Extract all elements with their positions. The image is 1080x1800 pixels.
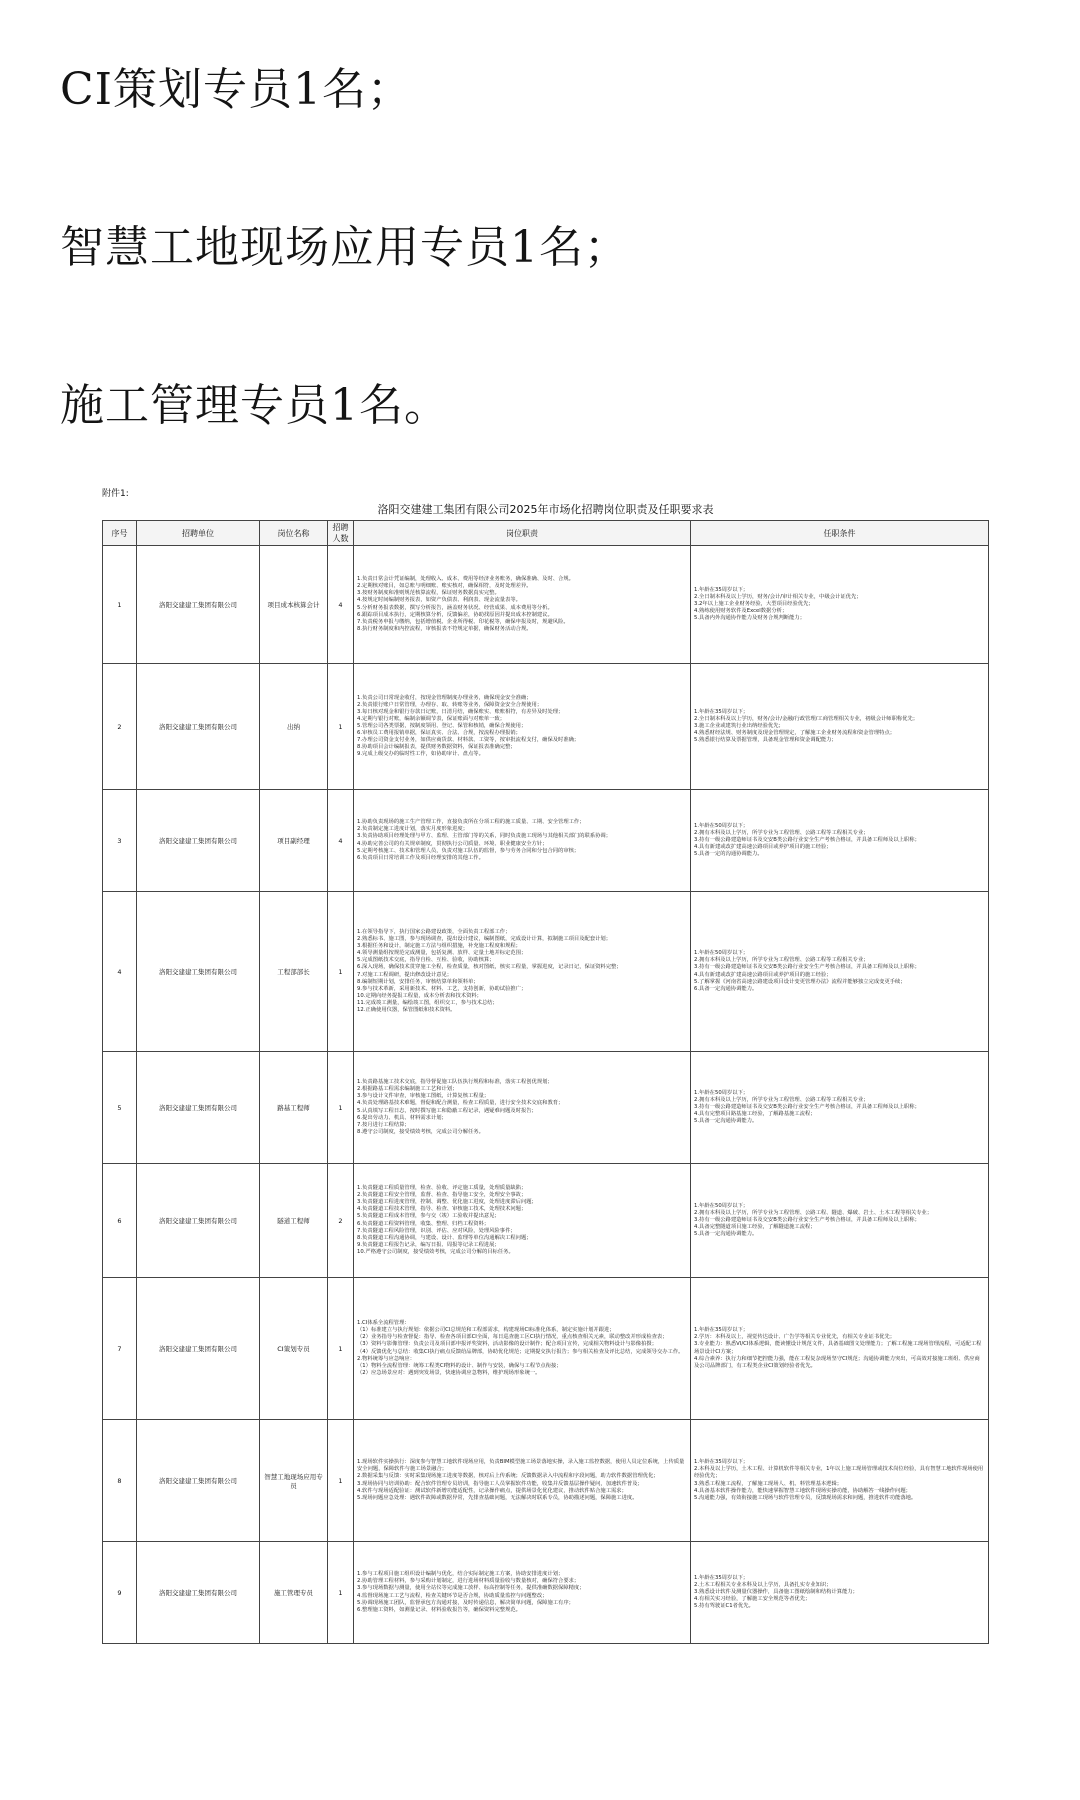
row-duty: 1.在领导指导下，执行国家公路建设政策，全面负责工程部工作； 2.熟悉标书、施工图，参与现场调查，提出设计建议，编制图纸，完成设计计算，拟制施工项目及配套计划； 3.根据任务和设计，制定施工方法与组织措施，补充施工程度和规程； 4.领导测量组按规范完成测量，包括复测、放样、定量土地并标定范围； 5.完成图纸技术交底，指导自检、互检、验收，协助核算； 6.深入现场，确保技术贯穿施工全程，检查质量，核对图纸，核实工程量，掌握进度，记录日记，保证资料完整； 7.对施工工程调研，提出修改设计意见； 8.编制短期计划，安排任务，审核结算单和领料单； 9.参与技术革新，采用新技术、材料、工艺，支持创新，协助试验推广； 10.定期向经务提报工程量，成本分析表和技术资料； 11.完成竣工测量，编绘竣工图，组织交工，参与技术总结； 12.正确使用仪器，保管图纸和技术资料。 [354,892,691,1052]
row-duty: 1.负责路基施工技术交底，指导督促施工队伍执行规程和标准，落实工程创优规划； 2.根据路基工程需求编制施工工艺和计划； 3.参与设计文件审查，审核施工图纸，计算复核工程量； 4.负责处理路基技术难题，督促和配合测量，检查工程质量，进行安全技术交底和教育； 5.认真填写工程日志，按时撰写施工和隐蔽工程记录，遇疑难问题及时报告； 6.提出劳动力、机具、材料需求计划； 7.按月进行工程结算； 8.遵守公司制度，接受绩效考核，完成公司分解任务。 [354,1052,691,1164]
table-row [103,1420,989,1542]
table-row [103,1542,989,1644]
row-duty: 1.负责日常会计凭证编制，处理收入、成本、费用等经济业务账务，确保准确、及时、合规。 2.定期核对账目，如总账与明细账、账实核对，确保相符，及时处理差异。 3.按财务制度和准则规范核算流程，保证财务数据真实完整。 4.按规定时间编制财务报表，如资产负债表、利润表、现金流量表等。 5.分析财务报表数据，撰写分析报告，涵盖财务状况、经营成果、成本费用等分析。 6.跟踪项目成本执行，定期核算分析，反馈偏差，协助找原因并提出成本控制建议。 7.负责税务申报与缴纳，包括增值税、企业所得税、印花税等，确保申报及时，规避风险。 8.执行财务制度和内控流程，审核报表不符规定单据，确保财务活动合规。 [354,546,691,664]
row-duty: 1.负责隧道工程质量管理，检查、验收、评定施工质量，处理质量缺陷； 2.负责隧道工程安全管理，监督、检查、指导施工安全，处理安全事故； 3.负责隧道工程进度管理，控制、调整、优化施工进度，处理进度滞后问题； 4.负责隧道工程技术管理，指导、检查、审核施工技术，处理技术问题； 5.负责隧道工程成本管理，参与交（竣）工验收并提出意见； 6.负责隧道工程资料管理，收集、整理、归档工程资料； 7.负责隧道工程风险管理，识别、评估、应对风险，处理风险事件； 8.负责隧道工程沟通协调，与建设、设计、监理等单位沟通解决工程问题； 9.负责隧道工程报告记录，编写日报、周报等记录工程进展； 10.严格遵守公司制度，接受绩效考核，完成公司分解的目标任务。 [354,1164,691,1278]
row-post: 智慧工地现场应用专员 [260,1420,328,1542]
row-unit: 洛阳交建建工集团有限公司 [137,1420,260,1542]
row-count: 1 [328,664,354,790]
intro-section [60,60,1020,534]
recruitment-sheet-image [102,486,988,1666]
row-requirements: 1.年龄在50周岁以下； 2.拥有本科及以上学历，所学专业为工程管理、公路工程等工程相关专业； 3.持有一级公路建造师证书及交安B类公路行业安全生产考核合格证，并具备工程师及以上职称； 4.具有新建或改扩建高速公路项目或养护项目的施工经验； 5.了解掌握《河南省高速公路建设项目设计变更管理办法》流程并能够独立完成变更手续； 6.具备一定沟通协调能力。 [691,892,989,1052]
row-unit: 洛阳交建建工集团有限公司 [137,1542,260,1644]
header-count: 招聘人数 [328,521,354,546]
row-no: 8 [103,1420,137,1542]
row-no: 9 [103,1542,137,1644]
row-post: 路基工程师 [260,1052,328,1164]
row-count: 1 [328,892,354,1052]
row-post: CI策划专员 [260,1278,328,1420]
table-title: 洛阳交建建工集团有限公司2025年市场化招聘岗位职责及任职要求表 [103,498,989,521]
header-requirements: 任职条件 [691,521,989,546]
row-requirements: 1.年龄在35周岁以下； 2.全日制本科及以上学历，财务/会计/审计相关专业，中级会计证优先； 3.2年以上施工企业财务经验，大型项目经验优先； 4.熟练使用财务软件及Excel数据分析； 5.具备内外沟通协作能力及财务合规判断能力； [691,546,989,664]
annex-label: 附件1: [102,489,129,499]
row-count: 1 [328,1052,354,1164]
row-post: 项目副经理 [260,790,328,892]
row-requirements: 1.年龄在50周岁以下； 2.拥有本科及以上学历，所学专业为工程管理、公路工程、隧道、爆破、岩土、土木工程等相关专业； 3.持有一级公路建造师证书及交安B类公路行业安全生产考核合格证，并具备工程师及以上职称； 4.具备完整隧道项目施工经验，了解隧道施工流程； 5.具备一定沟通协调能力。 [691,1164,989,1278]
table-row [103,546,989,664]
row-unit: 洛阳交建建工集团有限公司 [137,790,260,892]
row-unit: 洛阳交建建工集团有限公司 [137,1278,260,1420]
intro-line-construction: 施工管理专员1名。 [60,380,449,431]
row-no: 3 [103,790,137,892]
row-requirements: 1.年龄在50周岁以下； 2.拥有本科及以上学历，所学专业为工程管理、公路工程等工程相关专业； 3.持有一级公路建造师证书及交安B类公路行业安全生产考核合格证，并具备工程师及以上职称； 4.具有新建或改扩建高速公路项目或养护项目的施工经验； 5.具备一定的沟通协调能力。 [691,790,989,892]
row-requirements: 1.年龄在35周岁以下； 2.学历：本科及以上，视觉传达设计、广告学等相关专业优先，有相关专业证书优先； 3.专业能力：熟悉VI/CI体系逻辑，能读懂设计规范文件，具备基础图文处理能力；了解工程施工现场管理流程，可适配工程场景设计CI方案； 4.综合素养：执行力和细节把控能力强，能在工程复杂现场坚守CI规范；沟通协调能力突出，可高效对接施工班组、供应商及公司品牌部门，有工程类企业CI策划经验者优先。 [691,1278,989,1420]
row-unit: 洛阳交建建工集团有限公司 [137,1052,260,1164]
table-row [103,664,989,790]
row-requirements: 1.年龄在35周岁以下； 2.本科及以上学历，土木工程、计算机软件等相关专业，1年以上施工现场管理或技术岗位经验，具有智慧工地软件现场使用经验优先； 3.熟悉工程施工流程，了解施工现场人、机、料管理基本逻辑； 4.具备基本软件操作能力，能快速掌握智慧工地软件现场实操功能，协助解答一线操作问题； 5.沟通能力强，有效衔接施工现场与软件管理专员，反馈现场需求和问题，推进软件功能落地。 [691,1420,989,1542]
row-requirements: 1.年龄在50周岁以下； 2.拥有本科及以上学历，所学专业为工程管理、公路工程等工程相关专业； 3.持有一级公路建造师证书及交安B类公路行业安全生产考核合格证，并具备工程师及以上职称； 4.具有完整项目路基施工经验，了解路基施工流程； 5.具备一定沟通协调能力。 [691,1052,989,1164]
table-row [103,1164,989,1278]
row-count: 4 [328,546,354,664]
row-unit: 洛阳交建建工集团有限公司 [137,664,260,790]
row-requirements: 1.年龄在35周岁以下； 2.土木工程相关专业本科及以上学历，具备扎实专业知识； 3.熟悉设计软件及测量仪器操作，具备施工图纸绘制和结构计算能力； 4.有相关实习经验，了解施工安全规范等者优先； 5.持有驾驶证C1者优先。 [691,1542,989,1644]
row-no: 5 [103,1052,137,1164]
row-count: 1 [328,1420,354,1542]
table-row [103,790,989,892]
row-no: 6 [103,1164,137,1278]
recruitment-table [102,498,989,1644]
row-no: 4 [103,892,137,1052]
intro-line-smart-site: 智慧工地现场应用专员1名； [60,222,629,273]
row-no: 2 [103,664,137,790]
row-duty: 1.负责公司日常现金收付，按现金管理制度办理业务，确保现金安全准确； 2.负责银行账户日常管理，办理存、取、转账等业务，保障资金安全合规使用； 3.每日核对现金和银行存款日记账，日清月结，确保账实、账账相符，有差异及时处理； 4.定期与银行对账，编制余额调节表，保证账面与对账单一致； 5.管理公司各类票据，按制度领用、登记、保管和核销，确保合规使用； 6.审核员工费用报销单据，保证真实、合法、合规，按流程办理报销； 7.办理公司资金支付业务，如供应商货款、材料款、工资等，按审批流程支付，确保及时准确； 8.协助项目会计编制报表，提供财务数据资料，保证报表准确完整； 9.完成上级交办的临时性工作，如协助审计、盘点等。 [354,664,691,790]
row-post: 隧道工程师 [260,1164,328,1278]
row-count: 2 [328,1164,354,1278]
row-count: 1 [328,1278,354,1420]
row-duty: 1.CI体系全流程管理： （1）标准建立与执行规划：依据公司CI总规范和工程部需求，构建现场CI标准化体系，制定实施计划并跟进； （2）业务指导与检查督促：指导、检查各项目部CI全面，每日巡查施工区CI执行情况，重点核查相关元素，联动整改并形成检查表； （3）资料与影像管理：负责公司及项目部申报评奖资料，活动影像的设计制作；配合项目宣传，完成相关物料设计与影像拍摄； （4）反馈优化与总结：收集CI执行痛点反馈给品牌部，协助优化规范；定期提交执行报告；参与相关检查及评比总结，完成领导交办工作。 2.物料统筹与应急响应： （1）物料全流程管理：统筹工程类CI物料的设计、制作与安装，确保与工程节点衔接； （2）应急场景应对：遇到突发场景，快速协调应急物料，维护现场形象统一。 [354,1278,691,1420]
row-unit: 洛阳交建建工集团有限公司 [137,892,260,1052]
row-duty: 1.协助负责现场的施工生产管理工作，直接负责所在分项工程的施工质量、工期、安全管理工作； 2.负责制定施工进度计划，落实月度形象进度； 3.负责协助项目经理处理与甲方、监理、主管部门等的关系，同时负责施工现场与其他相关部门的联系协调； 4.协助完善公司的有关规章制度，贯彻执行公司质量、环境、职业健康安全方针； 5.定期考核施工、技术和管理人员，负责对施工队伍的监督，参与劳务合同和分包合同的审核； 6.负责项目日常培训工作及项目经理安排的其他工作。 [354,790,691,892]
row-post: 出纳 [260,664,328,790]
row-requirements: 1.年龄在35周岁以下； 2.全日制本科及以上学历，财务/会计/金融/行政管理/工商管理相关专业，初级会计师职称优先； 3.施工企业或建筑行业出纳经验优先； 4.熟悉财经法规、财务制度及现金管理规定，了解施工企业财务流程和资金管理特点； 5.熟悉银行结算及票据管理，具备现金管理和资金调配能力； [691,664,989,790]
row-count: 4 [328,790,354,892]
row-no: 1 [103,546,137,664]
row-unit: 洛阳交建建工集团有限公司 [137,1164,260,1278]
table-row [103,1052,989,1164]
header-unit: 招聘单位 [137,521,260,546]
table-header-row [103,521,989,546]
intro-line-ci: CI策划专员1名； [60,64,413,115]
row-post: 项目成本核算会计 [260,546,328,664]
row-post: 工程部部长 [260,892,328,1052]
row-duty: 1.参与工程项目施工组织设计编制与优化，结合实际制定施工方案，协助安排进度计划； 2.协助管理工程材料，参与采购计划制定，进行进场材料质量验收与数量核对，确保符合要求； 3.参与现场数据与测量，使用全站仪等完成施工放样、标高控制等任务，提供准确数据保障精度； 4.监督现场施工工艺与流程，检查关键环节是否合规，协助质量监控与问题整改； 5.协调现场施工团队，监督承包方沟通对接，及时传递信息，解决简单问题，保障施工有序； 6.整理施工资料，如测量记录、材料验收报告等，确保资料完整规范。 [354,1542,691,1644]
row-unit: 洛阳交建建工集团有限公司 [137,546,260,664]
row-duty: 1.现场软件实操执行：深度参与智慧工地软件现场应用，负责BIM模型施工场景落地实操，录入施工监控数据，使用人员定位系统，上传质量安全问题，保障软件与施工场景融合； 2.数据采集与反馈：实时采集现场施工进度等数据，核对后上传系统；反馈数据录入中流程和字段问题，助力软件数据管理优化； 3.现场协同与培训协助：配合软件管理专员培训，指导施工人员掌握软件功能，收集并反馈基层操作疑问，加速软件普及； 4.软件与现场适配验证：测试软件新增功能适配性，记录操作痛点，提供场景化优化建议，推动软件贴合施工需求； 5.现场问题应急处理：遇软件故障或数据异常，先排查基础问题，无法解决时联系专员，协助描述问题，保障施工进度。 [354,1420,691,1542]
header-post: 岗位名称 [260,521,328,546]
table-row [103,1278,989,1420]
row-no: 7 [103,1278,137,1420]
header-duty: 岗位职责 [354,521,691,546]
table-row [103,892,989,1052]
header-no: 序号 [103,521,137,546]
row-count: 1 [328,1542,354,1644]
row-post: 施工管理专员 [260,1542,328,1644]
